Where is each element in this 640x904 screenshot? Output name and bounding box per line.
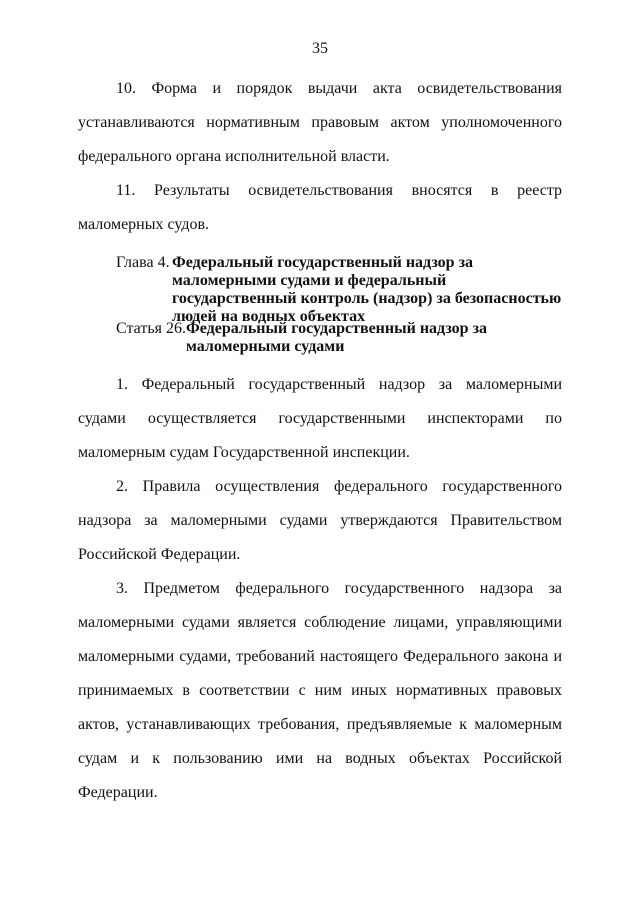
paragraph-11: 11. Результаты освидетельствования вносятся в реестр маломерных судов. <box>78 182 562 233</box>
article-paragraph-2: 2. Правила осуществления федерального государственного надзора за маломерными судами утверждаются Правительством Российской Федерации. <box>78 478 562 563</box>
chapter-label: Глава 4. <box>116 254 170 271</box>
article-title: Федеральный государственный надзор за маломерными судами <box>186 320 487 355</box>
article-label: Статья 26. <box>116 320 186 337</box>
article-paragraph-3: 3. Предметом федерального государственного надзора за маломерными судами является соблюдение лицами, управляющими маломерными судами, требований настоящего Федерального закона и принимаемых в соответствии с ним иных нормативных правовых актов, устанавливающих требования, предъявляемые к маломерным судам и к пользованию ими на водных объектах Российской Федерации. <box>78 580 562 801</box>
chapter-title: Федеральный государственный надзор за маломерными судами и федеральный государственный контроль (надзор) за безопасностью людей на водных объектах <box>172 254 562 325</box>
page-number: 35 <box>312 40 328 57</box>
article-paragraph-1: 1. Федеральный государственный надзор за маломерными судами осуществляется государственными инспекторами по маломерным судам Государственной инспекции. <box>78 376 562 461</box>
chapter-heading <box>116 254 576 325</box>
article-heading <box>116 320 576 360</box>
paragraph-10: 10. Форма и порядок выдачи акта освидетельствования устанавливаются нормативным правовым актом уполномоченного федерального органа исполнительной власти. <box>78 80 562 165</box>
